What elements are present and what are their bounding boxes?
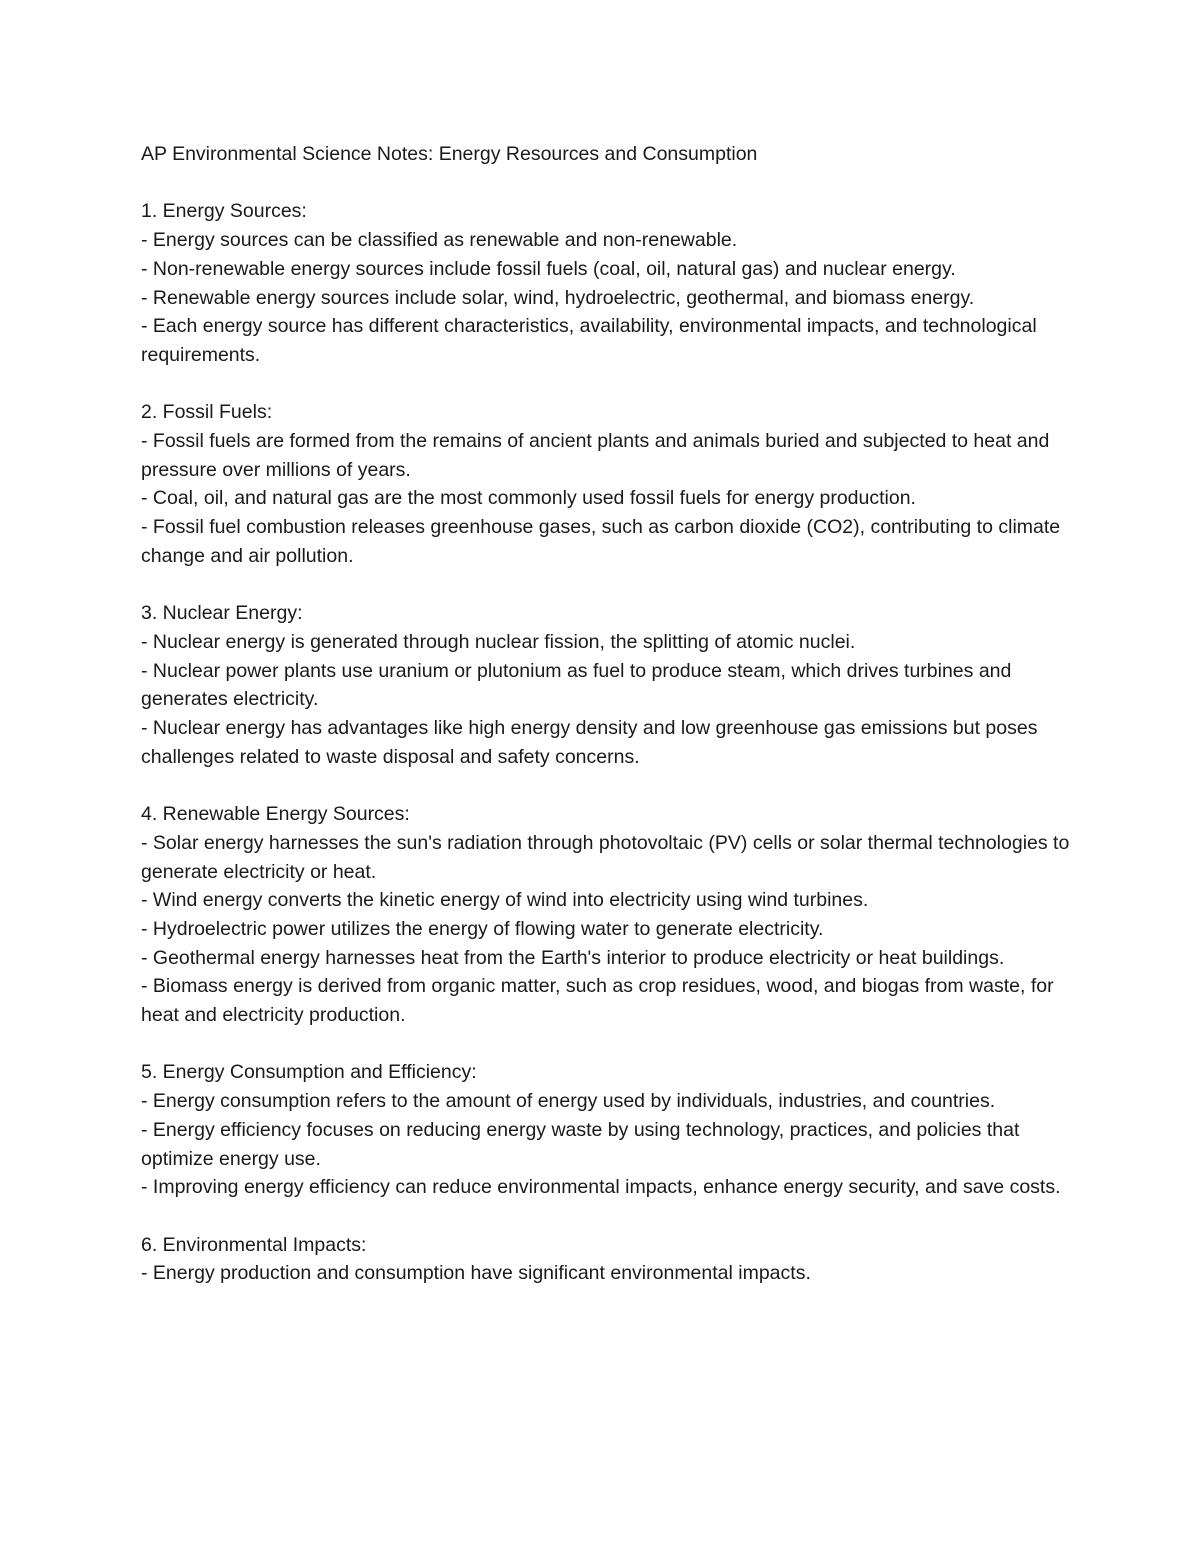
bullet-item: - Energy efficiency focuses on reducing energy waste by using technology, practices, and policies that optimize energy use.	[141, 1118, 1020, 1170]
section-heading: 4. Renewable Energy Sources:	[141, 803, 410, 826]
bullet-item: - Energy sources can be classified as renewable and non-renewable.	[141, 229, 738, 252]
section-heading: 6. Environmental Impacts:	[141, 1233, 367, 1256]
bullet-item: - Geothermal energy harnesses heat from the Earth's interior to produce electricity or heat buildings.	[141, 946, 1005, 969]
bullet-item: - Biomass energy is derived from organic matter, such as crop residues, wood, and biogas from waste, for heat and electricity production.	[141, 975, 1054, 1027]
section-heading: 5. Energy Consumption and Efficiency:	[141, 1061, 477, 1084]
bullet-item: - Non-renewable energy sources include fossil fuels (coal, oil, natural gas) and nuclear energy.	[141, 257, 956, 280]
bullet-item: - Renewable energy sources include solar, wind, hydroelectric, geothermal, and biomass energy.	[141, 286, 975, 309]
section-renewable-energy-sources	[141, 800, 1071, 1030]
bullet-item: - Fossil fuels are formed from the remains of ancient plants and animals buried and subjected to heat and pressure over millions of years.	[141, 430, 1050, 481]
bullet-item: - Nuclear energy has advantages like high energy density and low greenhouse gas emissions but poses challenges related to waste disposal and safety concerns.	[141, 717, 1038, 768]
section-energy-sources	[141, 197, 1071, 369]
section-heading: 1. Energy Sources:	[141, 200, 307, 223]
bullet-item: - Improving energy efficiency can reduce environmental impacts, enhance energy security, and save costs.	[141, 1176, 1061, 1199]
document-body	[141, 140, 1071, 1288]
section-nuclear-energy	[141, 599, 1071, 771]
section-heading: 2. Fossil Fuels:	[141, 401, 273, 424]
bullet-item: - Energy consumption refers to the amount of energy used by individuals, industries, and countries.	[141, 1090, 996, 1113]
bullet-item: - Fossil fuel combustion releases greenhouse gases, such as carbon dioxide (CO2), contributing to climate change and air pollution.	[141, 516, 1061, 567]
section-environmental-impacts	[141, 1231, 1071, 1288]
bullet-item: - Hydroelectric power utilizes the energy of flowing water to generate electricity.	[141, 917, 824, 940]
bullet-item: - Nuclear power plants use uranium or plutonium as fuel to produce steam, which drives turbines and generates electricity.	[141, 659, 1012, 711]
section-fossil-fuels	[141, 398, 1071, 570]
section-energy-consumption-efficiency	[141, 1058, 1071, 1202]
bullet-item: - Nuclear energy is generated through nuclear fission, the splitting of atomic nuclei.	[141, 630, 856, 653]
bullet-item: - Coal, oil, and natural gas are the most commonly used fossil fuels for energy production.	[141, 487, 916, 510]
document-title: AP Environmental Science Notes: Energy Resources and Consumption	[141, 143, 758, 165]
bullet-item: - Energy production and consumption have significant environmental impacts.	[141, 1262, 811, 1285]
bullet-item: - Each energy source has different characteristics, availability, environmental impacts, and technological requirements.	[141, 315, 1037, 366]
bullet-item: - Wind energy converts the kinetic energy of wind into electricity using wind turbines.	[141, 889, 869, 912]
bullet-item: - Solar energy harnesses the sun's radiation through photovoltaic (PV) cells or solar thermal technologies to generate electricity or heat.	[141, 831, 1070, 883]
section-heading: 3. Nuclear Energy:	[141, 602, 303, 625]
